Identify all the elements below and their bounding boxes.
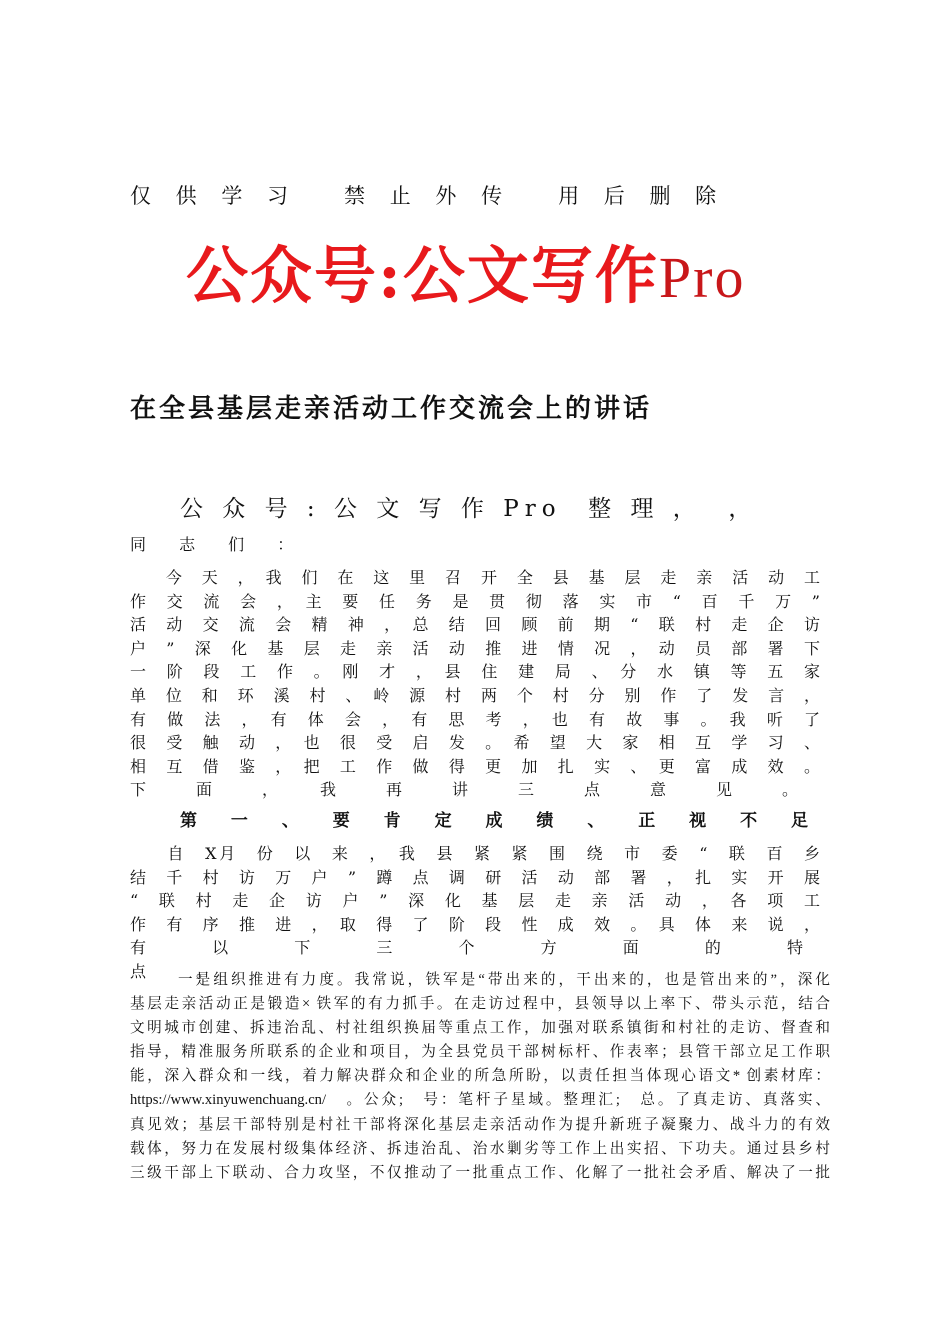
text-line: “ 联 村 走 企 访 户 ” 深 化 基 层 走 亲 活 动 ， 各 项 工: [130, 891, 820, 911]
text-line: 文明城市创建、拆违治乱、村社组织换届等重点工作，加强对联系镇街和村社的走访、督查和: [130, 1020, 830, 1037]
text-line: 作 交 流 会 ， 主 要 任 务 是 贯 彻 落 实 市 “ 百 千 万 ”: [130, 591, 820, 611]
brand-pro: Pro: [658, 245, 746, 310]
text-line: 相 互 借 鉴 ， 把 工 作 做 得 更 加 扎 实 、 更 富 成 效 。: [130, 756, 820, 776]
text-line: 基层走亲活动正是锻造× 铁军的有力抓手。在走访过程中，县领导以上率下、带头示范，结合: [130, 996, 830, 1013]
text-line: 自 X月 份 以 来 ， 我 县 紧 紧 围 绕 市 委 “ 联 百 乡: [130, 844, 820, 863]
text-line: https://www.xinyuwenchuang.cn/ 。公众; 号：笔杆子星域。整理汇; 总。了真走访、真落实、: [130, 1092, 830, 1109]
brand-name: 公众号:公文写作: [186, 239, 659, 312]
text-line: 三级干部上下联动、合力攻坚，不仅推动了一批重点工作、化解了一批社会矛盾、解决了一批: [130, 1164, 830, 1181]
paragraph-intro: [130, 566, 820, 802]
subtitle: 公 众 号 : 公 文 写 作 Pro 整 理 ， ，: [180, 496, 758, 522]
paragraph-body: [130, 968, 830, 1185]
text-line: 有 做 法 ， 有 体 会 ， 有 思 考 ， 也 有 故 事 。 我 听 了: [130, 709, 820, 729]
brand-banner: [186, 226, 745, 315]
text-line: 一是组织推进有力度。我常说，铁军是“带出来的，干出来的，也是管出来的”，深化: [178, 972, 830, 988]
document-title: 在全县基层走亲活动工作交流会上的讲话: [130, 394, 653, 424]
text-line: 下 面 ， 我 再 讲 三 点 意 见 。: [130, 780, 816, 800]
text-line: 单 位 和 环 溪 村 、 岭 源 村 两 个 村 分 别 作 了 发 言 ，: [130, 685, 820, 705]
notice-line: 仅 供 学 习 禁 止 外 传 用 后 删 除: [130, 184, 726, 208]
text-line: 载体，努力在发展村级集体经济、拆违治乱、治水剿劣等工作上出实招、下功夫。通过县乡村: [130, 1140, 830, 1157]
greeting: 同 志 们 ：: [130, 535, 308, 554]
text-line: 很 受 触 动 ， 也 很 受 启 发 。 希 望 大 家 相 互 学 习 、: [130, 733, 820, 753]
text-line: 一 阶 段 工 作 。 刚 才 ， 县 住 建 局 、 分 水 镇 等 五 家: [130, 662, 820, 682]
text-line: 作 有 序 推 进 ， 取 得 了 阶 段 性 成 效 。 具 体 来 说 ，: [130, 914, 820, 934]
section-heading-1: 第 一 、 要 肯 定 成 绩 、 正 视 不 足: [180, 811, 823, 831]
text-line: 户 ” 深 化 基 层 走 亲 活 动 推 进 情 况 ， 动 员 部 署 下: [130, 638, 820, 658]
text-line: 结 千 村 访 万 户 ” 蹲 点 调 研 活 动 部 署 ， 扎 实 开 展: [130, 867, 820, 887]
text-line: 指导，精准服务所联系的企业和项目，为全县党员干部树标杆、作表率；县管干部立足工作职: [130, 1044, 830, 1061]
text-line: 活 动 交 流 会 精 神 ， 总 结 回 顾 前 期 “ 联 村 走 企 访: [130, 615, 820, 635]
text-line: 能，深入群众和一线，着力解决群众和企业的所急所盼，以责任担当体现心语文* 创素材库：: [130, 1068, 830, 1085]
text-line: 有 以 下 三 个 方 面 的 特 点 。: [130, 938, 854, 981]
text-line: 今 天 ， 我 们 在 这 里 召 开 全 县 基 层 走 亲 活 动 工: [130, 568, 820, 587]
text-line: 真见效；基层干部特别是村社干部将深化基层走亲活动作为提升新班子凝聚力、战斗力的有效: [130, 1116, 830, 1133]
